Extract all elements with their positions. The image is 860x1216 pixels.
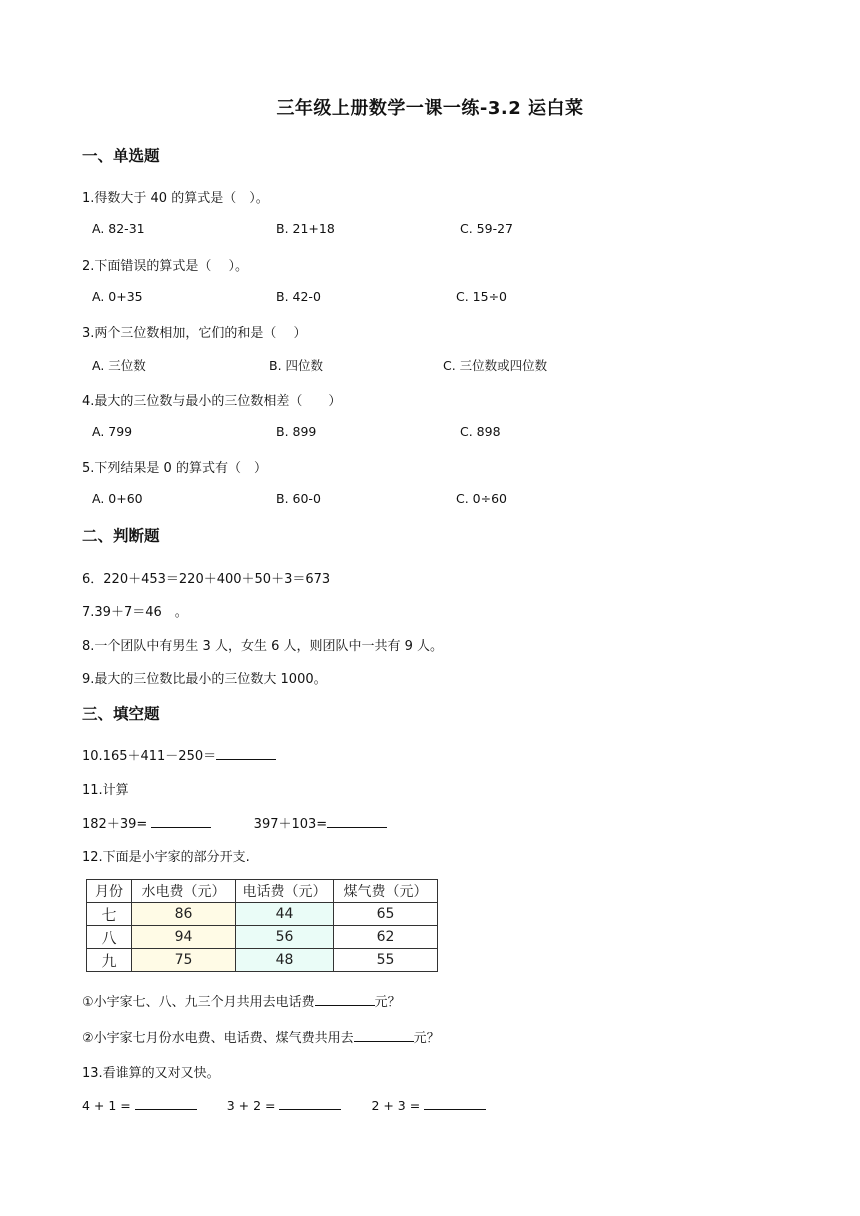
table-cell-gas: 62 [334, 926, 438, 949]
table-row [87, 926, 438, 949]
question-5-stem: 5.下列结果是 0 的算式有（ ） [82, 461, 267, 476]
table-cell-phone: 48 [236, 949, 334, 972]
table-cell-month: 九 [87, 949, 132, 972]
answer-blank[interactable] [135, 1097, 197, 1110]
question-9: 9.最大的三位数比最小的三位数大 1000。 [82, 672, 327, 687]
question-13-expr-2: 3 + 2 = [226, 1098, 280, 1113]
table-cell-month: 七 [87, 903, 132, 926]
question-5-option-c: C. 0÷60 [456, 491, 508, 506]
question-11-right-expr: 397＋103= [253, 817, 328, 832]
column-header: 水电费（元） [132, 880, 236, 903]
question-13-expr-3: 2 + 3 = [371, 1098, 425, 1113]
answer-blank[interactable] [327, 815, 387, 828]
column-header: 月份 [87, 880, 132, 903]
question-1-stem: 1.得数大于 40 的算式是（ ）。 [82, 191, 269, 206]
question-3-option-b: B. 四位数 [269, 358, 324, 373]
page-title: 三年级上册数学一课一练-3.2 运白菜 [276, 98, 584, 119]
table-row [87, 949, 438, 972]
question-4-option-c: C. 898 [460, 424, 501, 439]
question-5-option-b: B. 60-0 [276, 491, 321, 506]
question-11-left-expr: 182＋39= [82, 817, 152, 832]
table-cell-phone: 56 [236, 926, 334, 949]
question-12-sub-2 [82, 1027, 440, 1046]
answer-blank[interactable] [151, 815, 211, 828]
question-3-stem: 3.两个三位数相加，它们的和是（ ） [82, 326, 307, 341]
question-1-option-a: A. 82-31 [92, 221, 145, 236]
question-12-sub-1-unit: 元？ [374, 995, 401, 1010]
table-cell-water-electric: 86 [132, 903, 236, 926]
question-12-sub-2-unit: 元？ [413, 1031, 440, 1046]
section-heading-single-choice: 一、单选题 [82, 147, 160, 165]
question-8: 8.一个团队中有男生 3 人，女生 6 人，则团队中一共有 9 人。 [82, 639, 444, 654]
question-6: 6．220＋453＝220＋400＋50＋3＝673 [82, 572, 331, 587]
table-cell-month: 八 [87, 926, 132, 949]
question-12-sub-1-text: ①小宇家七、八、九三个月共用去电话费 [82, 995, 315, 1010]
answer-blank[interactable] [216, 747, 276, 760]
answer-blank[interactable] [279, 1097, 341, 1110]
answer-blank[interactable] [424, 1097, 486, 1110]
question-1-option-c: C. 59-27 [460, 221, 513, 236]
answer-blank[interactable] [354, 1029, 414, 1042]
table-cell-gas: 65 [334, 903, 438, 926]
question-4-option-b: B. 899 [276, 424, 317, 439]
question-11-items [82, 813, 387, 832]
question-12-sub-2-text: ②小宇家七月份水电费、电话费、煤气费共用去 [82, 1031, 354, 1046]
section-heading-fill-in: 三、填空题 [82, 705, 160, 723]
question-10-text: 10.165＋411－250＝ [82, 749, 217, 764]
table-header-row [87, 880, 438, 903]
question-3-option-a: A. 三位数 [92, 358, 146, 373]
table-cell-phone: 44 [236, 903, 334, 926]
section-heading-true-false: 二、判断题 [82, 527, 160, 545]
question-13-stem: 13.看谁算的又对又快。 [82, 1066, 220, 1081]
column-header: 电话费（元） [236, 880, 334, 903]
expenses-table [86, 879, 438, 972]
question-2-option-c: C. 15÷0 [456, 289, 508, 304]
table-row [87, 903, 438, 926]
table-cell-water-electric: 94 [132, 926, 236, 949]
question-4-option-a: A. 799 [92, 424, 133, 439]
question-13-expr-1: 4 + 1 = [82, 1098, 135, 1113]
question-2-option-a: A. 0+35 [92, 289, 143, 304]
question-5-option-a: A. 0+60 [92, 491, 143, 506]
question-2-option-b: B. 42-0 [276, 289, 321, 304]
question-12-stem: 12.下面是小宇家的部分开支. [82, 850, 250, 865]
question-11-stem: 11.计算 [82, 783, 129, 798]
question-13-items [82, 1097, 486, 1113]
question-10 [82, 745, 276, 764]
question-3-option-c: C. 三位数或四位数 [443, 358, 548, 373]
question-12-sub-1 [82, 991, 401, 1010]
question-7: 7.39＋7＝46 。 [82, 605, 188, 620]
question-1-option-b: B. 21+18 [276, 221, 335, 236]
question-2-stem: 2.下面错误的算式是（ ）。 [82, 259, 249, 274]
answer-blank[interactable] [315, 993, 375, 1006]
question-4-stem: 4.最大的三位数与最小的三位数相差（ ） [82, 394, 342, 409]
column-header: 煤气费（元） [334, 880, 438, 903]
table-cell-water-electric: 75 [132, 949, 236, 972]
table-cell-gas: 55 [334, 949, 438, 972]
